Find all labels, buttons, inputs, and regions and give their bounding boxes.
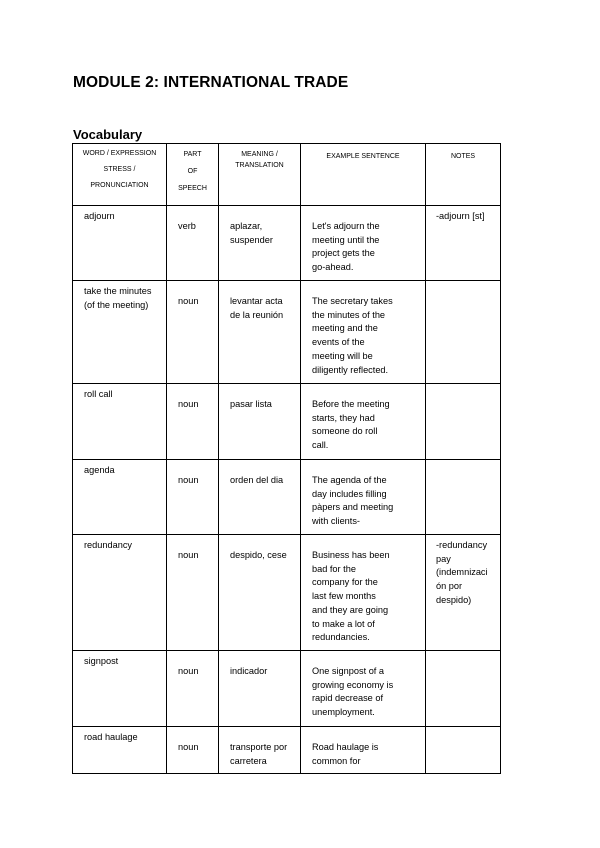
example-cell: Before the meeting starts, they had someone do roll call. <box>301 384 426 460</box>
notes-cell <box>426 651 501 727</box>
header-part-of-speech: PART OF SPEECH <box>167 144 219 206</box>
page-title: MODULE 2: INTERNATIONAL TRADE <box>73 74 349 91</box>
table-row <box>73 384 501 460</box>
header-word: WORD / EXPRESSION STRESS / PRONUNCIATION <box>73 144 167 206</box>
word-cell: adjourn <box>73 206 167 281</box>
word-cell: redundancy <box>73 535 167 651</box>
part-of-speech-cell: noun <box>167 535 219 651</box>
table-row <box>73 206 501 281</box>
meaning-cell: aplazar, suspender <box>219 206 301 281</box>
example-cell: Road haulage is common for <box>301 727 426 774</box>
section-title: Vocabulary <box>73 127 143 142</box>
example-cell: One signpost of a growing economy is rapid decrease of unemployment. <box>301 651 426 727</box>
vocabulary-table <box>72 143 501 774</box>
word-cell: road haulage <box>73 727 167 774</box>
part-of-speech-cell: noun <box>167 651 219 727</box>
meaning-cell: levantar acta de la reunión <box>219 281 301 384</box>
word-cell: take the minutes (of the meeting) <box>73 281 167 384</box>
table-row <box>73 727 501 774</box>
notes-cell: -redundancy pay (indemnizaci ón por despido) <box>426 535 501 651</box>
part-of-speech-cell: noun <box>167 384 219 460</box>
word-cell: roll call <box>73 384 167 460</box>
example-cell: The secretary takes the minutes of the meeting and the events of the meeting will be diligently reflected. <box>301 281 426 384</box>
notes-cell <box>426 460 501 535</box>
example-cell: Let's adjourn the meeting until the project gets the go-ahead. <box>301 206 426 281</box>
table-row <box>73 460 501 535</box>
notes-cell: -adjourn [st] <box>426 206 501 281</box>
meaning-cell: despido, cese <box>219 535 301 651</box>
meaning-cell: transporte por carretera <box>219 727 301 774</box>
meaning-cell: pasar lista <box>219 384 301 460</box>
meaning-cell: orden del dia <box>219 460 301 535</box>
table-row <box>73 651 501 727</box>
word-cell: agenda <box>73 460 167 535</box>
part-of-speech-cell: verb <box>167 206 219 281</box>
meaning-cell: indicador <box>219 651 301 727</box>
notes-cell <box>426 384 501 460</box>
table-header-row <box>73 144 501 206</box>
table-row <box>73 535 501 651</box>
header-example: EXAMPLE SENTENCE <box>301 144 426 206</box>
header-notes: NOTES <box>426 144 501 206</box>
word-cell: signpost <box>73 651 167 727</box>
example-cell: The agenda of the day includes filling pàpers and meeting with clients- <box>301 460 426 535</box>
table-row <box>73 281 501 384</box>
notes-cell <box>426 281 501 384</box>
header-meaning: MEANING / TRANSLATION <box>219 144 301 206</box>
part-of-speech-cell: noun <box>167 727 219 774</box>
part-of-speech-cell: noun <box>167 460 219 535</box>
notes-cell <box>426 727 501 774</box>
example-cell: Business has been bad for the company for the last few months and they are going to make a lot of redundancies. <box>301 535 426 651</box>
part-of-speech-cell: noun <box>167 281 219 384</box>
